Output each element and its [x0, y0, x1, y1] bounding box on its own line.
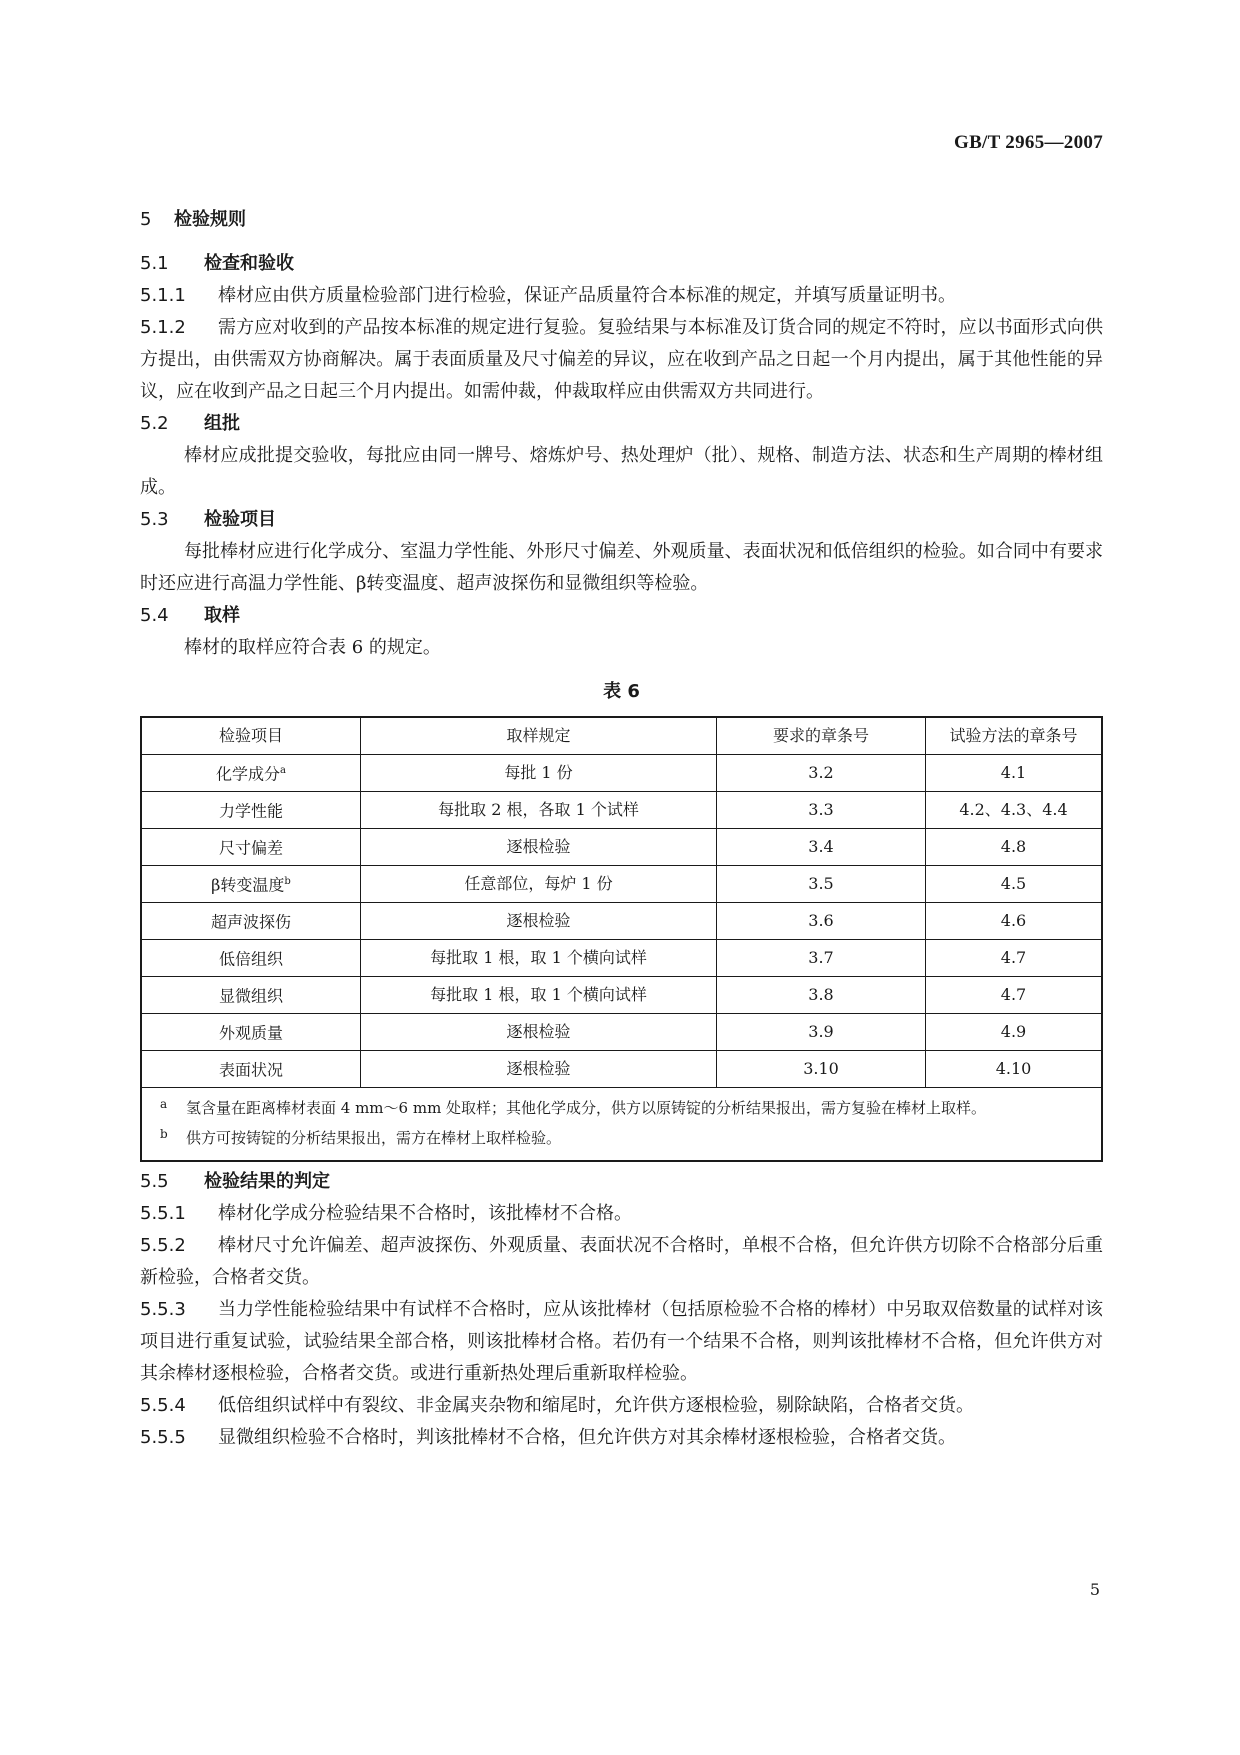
table-row	[141, 829, 1102, 866]
clause-text: 当力学性能检验结果中有试样不合格时，应从该批棒材（包括原检验不合格的棒材）中另取双倍数量的试样对该项目进行重复试验，试验结果全部合格，则该批棒材合格。若仍有一个结果不合格，则判该批棒材不合格，但允许供方对其余棒材逐根检验，合格者交货。或进行重新热处理后重新取样检验。	[140, 1299, 1103, 1384]
standard-number: GB/T 2965—2007	[953, 132, 1103, 153]
clause-text: 棒材尺寸允许偏差、超声波探伤、外观质量、表面状况不合格时，单根不合格，但允许供方切除不合格部分后重新检验，合格者交货。	[140, 1235, 1103, 1288]
table-notes	[141, 1088, 1102, 1162]
clause-number: 5.1.1	[140, 285, 186, 306]
note-mark: a	[160, 1097, 168, 1111]
clause-number: 5.5.1	[140, 1203, 186, 1224]
req-cell: 3.2	[717, 755, 926, 792]
item-cell	[141, 940, 361, 977]
table-caption: 表 6	[603, 681, 640, 702]
method-cell: 4.5	[926, 866, 1103, 903]
section-number: 5	[140, 209, 152, 230]
section-title: 检验结果的判定	[204, 1171, 330, 1192]
section-5-2-text: 棒材应成批提交验收，每批应由同一牌号、熔炼炉号、热处理炉（批）、规格、制造方法、状态和生产周期的棒材组成。	[140, 445, 1103, 498]
section-number: 5.2	[140, 413, 169, 434]
item-cell	[141, 977, 361, 1014]
item-text: 表面状况	[218, 1060, 283, 1080]
sampling-table	[140, 716, 1103, 1162]
clause-number: 5.5.3	[140, 1299, 186, 1320]
item-text: 力学性能	[218, 801, 283, 821]
table-row	[141, 1014, 1102, 1051]
item-text: 超声波探伤	[210, 912, 291, 932]
item-cell	[141, 1051, 361, 1088]
item-text: β转变温度	[211, 875, 285, 895]
rule-cell: 任意部位，每炉 1 份	[361, 866, 717, 903]
clause-5-5-4	[140, 1390, 1103, 1422]
section-number: 5.5	[140, 1171, 169, 1192]
item-text: 低倍组织	[218, 949, 283, 969]
method-cell: 4.8	[926, 829, 1103, 866]
section-title: 检验项目	[204, 509, 276, 530]
table-row	[141, 940, 1102, 977]
req-cell: 3.8	[717, 977, 926, 1014]
item-text: 尺寸偏差	[218, 838, 283, 858]
rule-cell: 逐根检验	[361, 1014, 717, 1051]
item-cell	[141, 866, 361, 903]
page-number: 5	[1089, 1580, 1100, 1599]
table-note	[160, 1126, 1091, 1150]
req-cell: 3.6	[717, 903, 926, 940]
item-text: 显微组织	[218, 986, 283, 1006]
item-cell	[141, 1014, 361, 1051]
section-5-3-text: 每批棒材应进行化学成分、室温力学性能、外形尺寸偏差、外观质量、表面状况和低倍组织的检验。如合同中有要求时还应进行高温力学性能、β转变温度、超声波探伤和显微组织等检验。	[140, 541, 1103, 594]
header-cell: 要求的章条号	[717, 717, 926, 755]
table-row	[141, 866, 1102, 903]
clause-number: 5.5.4	[140, 1395, 186, 1416]
section-5-3-heading	[140, 504, 1103, 536]
method-cell: 4.10	[926, 1051, 1103, 1088]
clause-text: 需方应对收到的产品按本标准的规定进行复验。复验结果与本标准及订货合同的规定不符时，应以书面形式向供方提出，由供需双方协商解决。属于表面质量及尺寸偏差的异议，应在收到产品之日起一个月内提出，属于其他性能的异议，应在收到产品之日起三个月内提出。如需仲裁，仲裁取样应由供需双方共同进行。	[140, 317, 1103, 402]
note-mark: b	[160, 1127, 168, 1141]
section-number: 5.4	[140, 605, 169, 626]
rule-cell: 每批 1 份	[361, 755, 717, 792]
section-title: 检验规则	[174, 209, 246, 230]
clause-5-5-1	[140, 1198, 1103, 1230]
method-cell: 4.1	[926, 755, 1103, 792]
clause-5-1-1	[140, 280, 1103, 312]
item-cell	[141, 903, 361, 940]
table-row	[141, 1051, 1102, 1088]
method-cell: 4.7	[926, 977, 1103, 1014]
clause-number: 5.1.2	[140, 317, 186, 338]
item-text: 化学成分	[216, 764, 281, 784]
note-text: 氢含量在距离棒材表面 4 mm～6 mm 处取样；其他化学成分，供方以原铸锭的分析结果报出，需方复验在棒材上取样。	[186, 1099, 987, 1117]
section-title: 取样	[204, 605, 240, 626]
table-header-row	[141, 717, 1102, 755]
section-5-4-heading	[140, 600, 1103, 632]
clause-number: 5.5.2	[140, 1235, 186, 1256]
clause-text: 棒材化学成分检验结果不合格时，该批棒材不合格。	[218, 1203, 632, 1224]
section-title: 检查和验收	[204, 253, 294, 274]
req-cell: 3.5	[717, 866, 926, 903]
document-body	[140, 204, 1103, 1454]
footnote-mark: b	[284, 876, 291, 888]
header-cell: 检验项目	[141, 717, 361, 755]
section-5-heading	[140, 204, 1103, 236]
method-cell: 4.7	[926, 940, 1103, 977]
note-text: 供方可按铸锭的分析结果报出，需方在棒材上取样检验。	[186, 1129, 562, 1147]
table-row	[141, 755, 1102, 792]
req-cell: 3.7	[717, 940, 926, 977]
req-cell: 3.9	[717, 1014, 926, 1051]
clause-text: 低倍组织试样中有裂纹、非金属夹杂物和缩尾时，允许供方逐根检验，剔除缺陷，合格者交货。	[218, 1395, 974, 1416]
item-text: 外观质量	[218, 1023, 283, 1043]
clause-5-1-2	[140, 312, 1103, 408]
clause-5-5-5	[140, 1422, 1103, 1454]
req-cell: 3.3	[717, 792, 926, 829]
section-5-4-text: 棒材的取样应符合表 6 的规定。	[184, 637, 441, 658]
method-cell: 4.6	[926, 903, 1103, 940]
item-cell	[141, 755, 361, 792]
section-title: 组批	[204, 413, 240, 434]
clause-number: 5.5.5	[140, 1427, 186, 1448]
rule-cell: 每批取 1 根，取 1 个横向试样	[361, 977, 717, 1014]
header-cell: 试验方法的章条号	[926, 717, 1103, 755]
item-cell	[141, 829, 361, 866]
rule-cell: 逐根检验	[361, 1051, 717, 1088]
clause-text: 棒材应由供方质量检验部门进行检验，保证产品质量符合本标准的规定，并填写质量证明书。	[218, 285, 956, 306]
header-cell: 取样规定	[361, 717, 717, 755]
method-cell: 4.9	[926, 1014, 1103, 1051]
table-row	[141, 792, 1102, 829]
rule-cell: 每批取 2 根，各取 1 个试样	[361, 792, 717, 829]
rule-cell: 每批取 1 根，取 1 个横向试样	[361, 940, 717, 977]
method-cell: 4.2、4.3、4.4	[926, 792, 1103, 829]
rule-cell: 逐根检验	[361, 829, 717, 866]
table-notes-row	[141, 1088, 1102, 1162]
rule-cell: 逐根检验	[361, 903, 717, 940]
footnote-mark: a	[280, 765, 286, 777]
clause-5-5-3	[140, 1294, 1103, 1390]
clause-text: 显微组织检验不合格时，判该批棒材不合格，但允许供方对其余棒材逐根检验，合格者交货。	[218, 1427, 956, 1448]
section-5-2-heading	[140, 408, 1103, 440]
section-5-5-heading	[140, 1166, 1103, 1198]
section-number: 5.1	[140, 253, 169, 274]
table-row	[141, 977, 1102, 1014]
item-cell	[141, 792, 361, 829]
table-row	[141, 903, 1102, 940]
section-number: 5.3	[140, 509, 169, 530]
clause-5-5-2	[140, 1230, 1103, 1294]
table-note	[160, 1096, 1091, 1120]
section-5-1-heading	[140, 248, 1103, 280]
req-cell: 3.10	[717, 1051, 926, 1088]
req-cell: 3.4	[717, 829, 926, 866]
